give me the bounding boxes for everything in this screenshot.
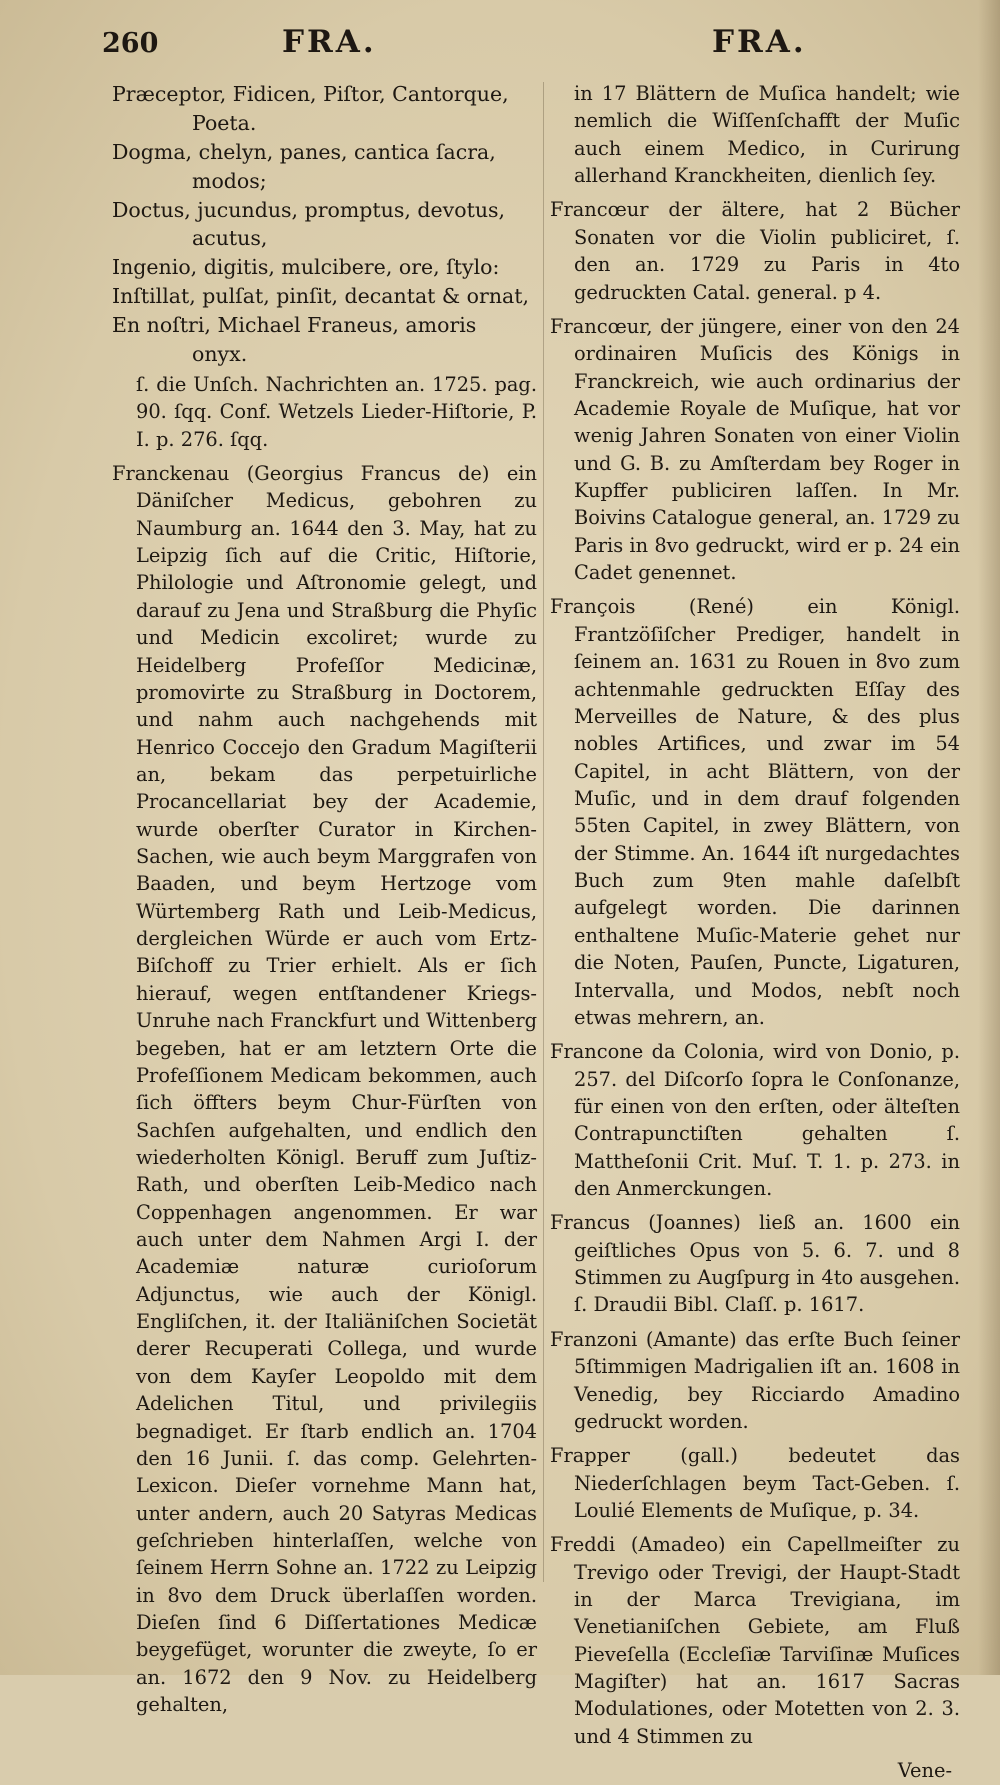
entry-francone: Francone da Colonia, wird von Donio, p. 257. del Diſcorſo ſopra le Conſonanze, für einen von den erſten, oder älteſten Contrapunctiſten gehalten ſ. Mattheſonii Crit. Muſ. T. 1. p. 273. in den Anmerckungen. xyxy=(550,1040,960,1201)
running-header xyxy=(0,22,1000,72)
right-column xyxy=(550,80,960,1783)
poem-line: Dogma, chelyn, panes, cantica ſacra, modos; xyxy=(112,139,496,193)
poem-line: Præceptor, Fidicen, Piſtor, Cantorque, Poeta. xyxy=(112,82,509,135)
entry-franzoni: Franzoni (Amante) das erſte Buch ſeiner 5ſtimmigen Madrigalien iſt an. 1608 in Venedig, bey Ricciardo Amadino gedruckt worden. xyxy=(550,1327,960,1433)
entry-francus: Francus (Joannes) ließ an. 1600 ein geiſtliches Opus von 5. 6. 7. und 8 Stimmen zu Augſpurg in 4to ausgehen. ſ. Draudii Bibl. Claſſ. p. 1617. xyxy=(550,1211,960,1317)
entry-franckenau: Franckenau (Georgius Francus de) ein Däniſcher Medicus, gebohren zu Naumburg an. 1644 den 3. May, hat zu Leipzig ſich auf die Critic, Hiſtorie, Philologie und Aſtronomie gelegt, und darauf zu Jena und Straßburg die Phyſic und Medicin excoliret; wurde zu Heidelberg Profeſſor Medicinæ, promovirte zu Straßburg in Doctorem, und nahm auch nachgehends mit Henrico Coccejo den Gradum Magiſterii an, bekam das perpetuirliche Procancellariat bey der Academie, wurde oberſter Curator in Kirchen-Sachen, wie auch beym Marggrafen von Baaden, und beym Hertzoge vom Würtemberg Rath und Leib-Medicus, dergleichen Würde er auch vom Ertz-Biſchoff zu Trier erhielt. Als er ſich hierauf, wegen entſtandener Kriegs-Unruhe nach Franckfurt und Wittenberg begeben, hat er am letztern Orte die Profeſſionem Medicam bekommen, auch ſich öffters beym Chur-Fürſten von Sachſen aufgehalten, und endlich den wiederholten Königl. Beruff zum Juſtiz-Rath, und oberſten Leib-Medico nach Coppenhagen angenommen. Er war auch unter dem Nahmen Argi I. der Academiæ naturæ curioſorum Adjunctus, wie auch der Königl. Engliſchen, it. der Italiäniſchen Societät derer Recuperati Collega, und wurde von dem Kayſer Leopoldo mit dem Adelichen Titul, und privilegiis begnadiget. Er ſtarb endlich an. 1704 den 16 Junii. ſ. das comp. Gelehrten-Lexicon. Dieſer vornehme Mann hat, unter andern, auch 20 Satyras Medicas geſchrieben hinterlaſſen, welche von ſeinem Herrn Sohne an. 1722 zu Leipzig in 8vo dem Druck überlaſſen worden. Dieſen ſind 6 Diſſertationes Medicæ beygefüget, worunter die zweyte, ſo er an. 1672 den 9 Nov. zu Heidelberg gehalten, xyxy=(112,461,538,1717)
source-note: ſ. die Unſch. Nachrichten an. 1725. pag. 90. ſqq. Conf. Wetzels Lieder-Hiſtorie, P. I. p. 276. ſqq. xyxy=(136,372,537,451)
entry-continuation: in 17 Blättern de Muſica handelt; wie nemlich die Wiſſenſchafft der Muſic auch einem Medico, in Curirung allerhand Kranckheiten, dienlich ſey. xyxy=(574,82,960,188)
column-divider xyxy=(543,82,544,1582)
poem-line: Ingenio, digitis, mulcibere, ore, ſtylo: xyxy=(112,255,500,280)
entry-francois: François (René) ein Königl. Frantzöſiſcher Prediger, handelt in ſeinem an. 1631 zu Rouen in 8vo zum achtenmahle gedruckten Eſſay des Merveilles de Nature, & des plus nobles Artifices, und zwar im 54 Capitel, in acht Blättern, von der Muſic, und in dem drauf folgenden 55ten Capitel, in zwey Blättern, von der Stimme. An. 1644 iſt nurgedachtes Buch zum 9ten mahle daſelbſt aufgelegt worden. Die darinnen enthaltene Muſic-Materie gehet nur die Noten, Pauſen, Puncte, Ligaturen, Intervalla, und Modos, nebſt noch etwas mehrern, an. xyxy=(550,595,960,1029)
poem-line: Inſtillat, pulſat, pinſit, decantat & ornat, xyxy=(112,284,530,309)
latin-poem xyxy=(112,80,537,369)
poem-line: Doctus, jucundus, promptus, devotus, acutus, xyxy=(112,197,506,251)
page-edge-shadow xyxy=(978,0,1000,1675)
right-running-head: FRA. xyxy=(712,24,807,60)
page-number: 260 xyxy=(102,28,159,59)
left-column xyxy=(112,80,538,1717)
entry-francoeur-younger: Francœur, der jüngere, einer von den 24 ordinairen Muſicis des Königs in Franckreich, wie auch ordinarius der Academie Royale de Muſique, hat vor wenig Jahren Sonaten von einer Violin und G. B. zu Amſterdam bey Roger in Kupffer publiciren laſſen. In Mr. Boivins Catalogue general, an. 1729 zu Paris in 8vo gedruckt, wird er p. 24 ein Cadet genennet. xyxy=(550,314,960,585)
entry-francoeur-elder: Francœur der ältere, hat 2 Bücher Sonaten vor die Violin publiciret, ſ. den an. 1729 zu Paris in 4to gedruckten Catal. general. p 4. xyxy=(550,198,960,304)
poem-line: En noſtri, Michael Franeus, amoris onyx. xyxy=(112,313,477,367)
entry-freddi: Freddi (Amadeo) ein Capellmeiſter zu Trevigo oder Trevigi, der Haupt-Stadt in der Marca Trevigiana, im Venetianiſchen Gebiete, am Fluß Pieveſella (Eccleſiæ Tarviſinæ Muſices Magiſter) hat an. 1617 Sacras Modulationes, oder Motetten von 2. 3. und 4 Stimmen zu xyxy=(550,1533,960,1748)
left-running-head: FRA. xyxy=(282,24,377,60)
entry-frapper: Frapper (gall.) bedeutet das Niederſchlagen beym Tact-Geben. ſ. Loulié Elements de Muſique, p. 34. xyxy=(550,1444,960,1522)
catchword: Vene- xyxy=(897,1759,952,1783)
